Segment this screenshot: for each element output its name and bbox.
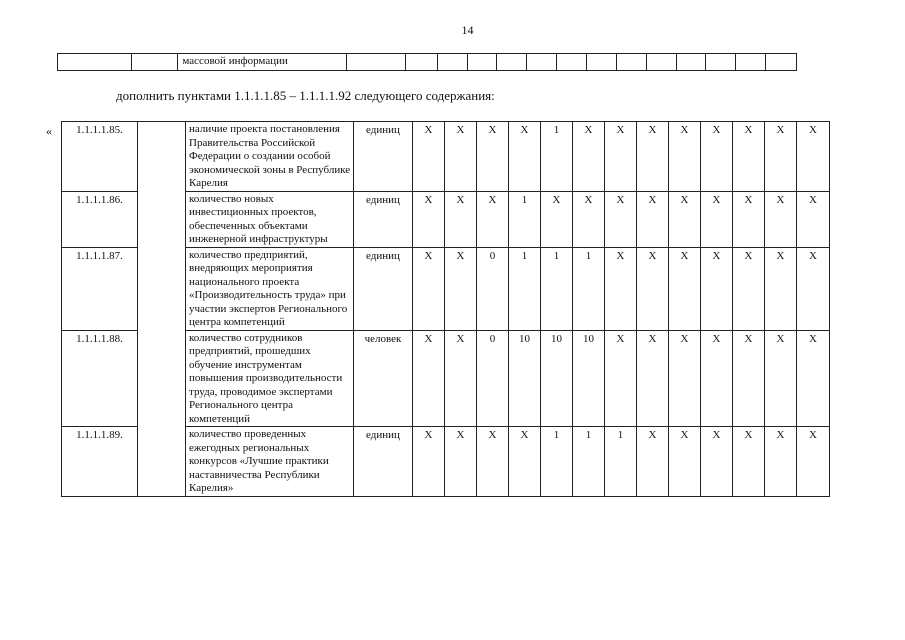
unit-of-measure: единиц <box>354 191 413 247</box>
year-value: 0 <box>477 330 509 427</box>
indicator-description: количество проведенных ежегодных региональных конкурсов «Лучшие практики наставничества Республики Карелия» <box>186 427 354 497</box>
indicator-description: количество новых инвестиционных проектов, обеспеченных объектами инженерной инфраструктуры <box>186 191 354 247</box>
year-value: X <box>637 330 669 427</box>
year-value: 10 <box>573 330 605 427</box>
item-number: 1.1.1.1.88. <box>62 330 138 427</box>
year-value: X <box>669 427 701 497</box>
table-cell <box>132 54 178 71</box>
indicator-description: количество предприятий, внедряющих мероприятия национального проекта «Производительность труда» при участии экспертов Регионального центра компетенций <box>186 247 354 330</box>
table-cell <box>497 54 527 71</box>
empty-merged-cell <box>138 122 186 497</box>
year-value: X <box>733 122 765 192</box>
table-cell <box>766 54 797 71</box>
year-value: 1 <box>541 247 573 330</box>
year-value: X <box>701 247 733 330</box>
year-value: X <box>477 191 509 247</box>
unit-of-measure: единиц <box>354 427 413 497</box>
year-value: 1 <box>509 247 541 330</box>
year-value: X <box>445 247 477 330</box>
table-row <box>58 54 797 71</box>
item-number: 1.1.1.1.85. <box>62 122 138 192</box>
page-number: 14 <box>461 23 474 37</box>
year-value: X <box>669 247 701 330</box>
opening-quote-mark: « <box>46 124 52 138</box>
year-value: 1 <box>605 427 637 497</box>
year-value: 0 <box>477 247 509 330</box>
indicator-description: наличие проекта постановления Правительства Российской Федерации о создании особой экономической зоны в Республике Карелия <box>186 122 354 192</box>
year-value: X <box>573 122 605 192</box>
table-cell <box>736 54 766 71</box>
year-value: X <box>733 427 765 497</box>
year-value: X <box>509 427 541 497</box>
year-value: X <box>445 427 477 497</box>
item-number: 1.1.1.1.87. <box>62 247 138 330</box>
year-value: X <box>733 247 765 330</box>
year-value: X <box>445 191 477 247</box>
year-value: X <box>413 427 445 497</box>
year-value: 1 <box>509 191 541 247</box>
year-value: X <box>701 427 733 497</box>
table-cell <box>405 54 437 71</box>
year-value: X <box>797 330 830 427</box>
year-value: 10 <box>509 330 541 427</box>
year-value: 1 <box>541 122 573 192</box>
year-value: X <box>765 330 797 427</box>
year-value: 1 <box>573 247 605 330</box>
year-value: X <box>701 330 733 427</box>
indicator-description: количество сотрудников предприятий, прошедших обучение инструментам повышения производительности труда, проводимое экспертами Регионального центра компетенций <box>186 330 354 427</box>
year-value: X <box>797 191 830 247</box>
year-value: X <box>637 247 669 330</box>
year-value: X <box>765 427 797 497</box>
year-value: 1 <box>541 427 573 497</box>
year-value: X <box>797 247 830 330</box>
year-value: X <box>413 191 445 247</box>
year-value: X <box>701 191 733 247</box>
unit-of-measure: единиц <box>354 122 413 192</box>
year-value: X <box>605 247 637 330</box>
year-value: X <box>669 330 701 427</box>
year-value: X <box>669 191 701 247</box>
table-cell <box>58 54 132 71</box>
table-cell <box>706 54 736 71</box>
year-value: X <box>605 122 637 192</box>
year-value: X <box>701 122 733 192</box>
table-row <box>62 122 830 192</box>
table-cell <box>557 54 587 71</box>
year-value: 1 <box>573 427 605 497</box>
year-value: X <box>637 122 669 192</box>
intro-paragraph: дополнить пунктами 1.1.1.1.85 – 1.1.1.1.92 следующего содержания: <box>116 88 495 103</box>
item-number: 1.1.1.1.86. <box>62 191 138 247</box>
year-value: X <box>669 122 701 192</box>
year-value: X <box>637 427 669 497</box>
year-value: X <box>509 122 541 192</box>
table-cell <box>586 54 616 71</box>
year-value: X <box>605 191 637 247</box>
indicators-table <box>61 121 830 497</box>
unit-of-measure: человек <box>354 330 413 427</box>
table-cell <box>646 54 676 71</box>
year-value: X <box>765 247 797 330</box>
year-value: X <box>637 191 669 247</box>
year-value: X <box>445 330 477 427</box>
year-value: X <box>413 330 445 427</box>
year-value: X <box>765 122 797 192</box>
item-number: 1.1.1.1.89. <box>62 427 138 497</box>
year-value: X <box>733 330 765 427</box>
previous-table-fragment <box>57 53 797 71</box>
year-value: 10 <box>541 330 573 427</box>
table-cell <box>467 54 497 71</box>
table-cell <box>437 54 467 71</box>
year-value: X <box>797 427 830 497</box>
year-value: X <box>541 191 573 247</box>
table-cell-text: массовой информации <box>178 54 347 71</box>
year-value: X <box>477 122 509 192</box>
year-value: X <box>733 191 765 247</box>
table-cell <box>347 54 406 71</box>
table-cell <box>616 54 646 71</box>
table-cell <box>527 54 557 71</box>
year-value: X <box>477 427 509 497</box>
unit-of-measure: единиц <box>354 247 413 330</box>
year-value: X <box>765 191 797 247</box>
year-value: X <box>605 330 637 427</box>
year-value: X <box>573 191 605 247</box>
year-value: X <box>797 122 830 192</box>
year-value: X <box>413 247 445 330</box>
table-cell <box>676 54 706 71</box>
year-value: X <box>445 122 477 192</box>
year-value: X <box>413 122 445 192</box>
